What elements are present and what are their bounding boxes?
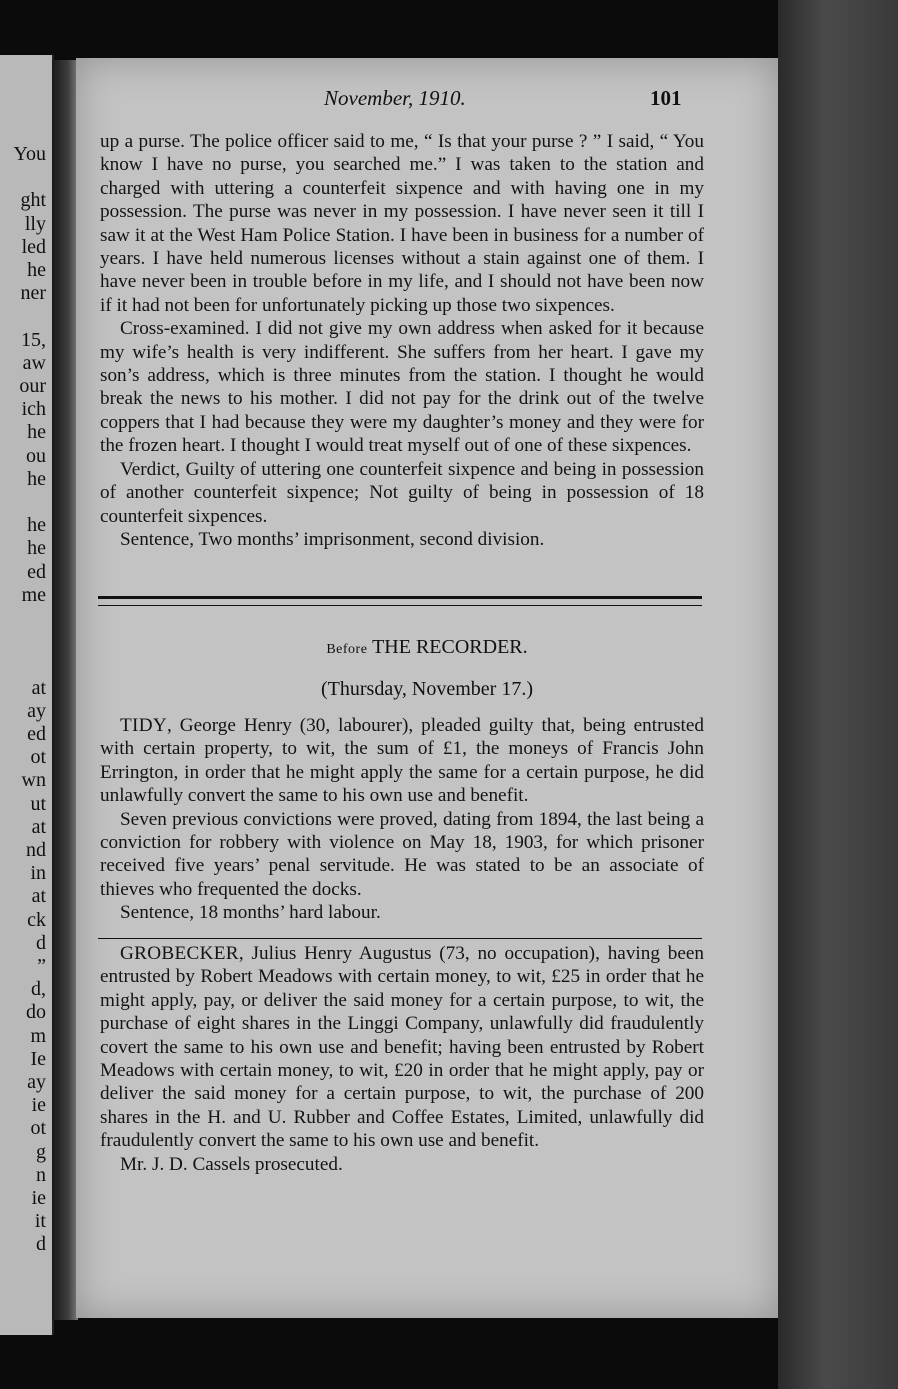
facing-page-fragment: he <box>27 537 46 560</box>
paragraph-sentence: Sentence, Two months’ imprisonment, second division. <box>120 528 545 550</box>
facing-page-fragment: at <box>31 885 46 908</box>
paragraph-testimony: up a purse. The police officer said to me, “ Is that your purse ? ” I said, “ You know I have no purse, you searched me.” I was taken to the station and charged with uttering a counterfeit sixpence and with having one in my possession. The purse was never in my possession. I have never seen it till I saw it at the West Ham Police Station. I have been in business for a number of years. I have held numerous licenses without a stain against one of them. I have never been in trouble before in my life, and I should not have been now if it had not been for unfortunately picking up those two sixpences. <box>100 131 704 316</box>
facing-page-fragment: in <box>30 862 46 885</box>
facing-page-fragment: d, <box>31 978 46 1001</box>
facing-page-fragment: ot <box>30 1117 46 1140</box>
facing-page-fragment: 15, <box>21 328 46 351</box>
right-background <box>778 0 898 1389</box>
facing-page-fragment: d <box>36 1233 46 1256</box>
facing-page-fragment: wn <box>21 769 46 792</box>
grobecker-charge: , Julius Henry Augustus (73, no occupation), having been entrusted by Robert Meadows with certain money, to wit, £25 in order that he might apply, pay, or deliver the said money for a certain purpose, to wit, the purchase of eight shares in the Linggi Company, unlawfully did fraudulently covert the same to his own use and benefit; having been entrusted by Robert Meadows with certain money, to wit, £20 in order that he might apply, pay or deliver the said money for a certain purpose, to wit, the purchase of 200 shares in the H. and U. Rubber and Coffee Estates, Limited, unlawfully did fraudulently convert the same to his own use and benefit. <box>100 943 704 1152</box>
facing-page-fragment: ot <box>30 746 46 769</box>
facing-page-fragment: Ie <box>30 1047 46 1070</box>
section-heading <box>76 636 778 659</box>
facing-page-fragment: ie <box>31 1187 46 1209</box>
facing-page-fragment: me <box>21 583 46 606</box>
section-date: (Thursday, November 17.) <box>321 678 533 700</box>
tidy-convictions: Seven previous convictions were proved, dating from 1894, the last being a conviction for robbery with violence on May 18, 1903, for which prisoner received five years’ penal servitude. He was stated to be an associate of thieves who frequented the docks. <box>100 808 704 900</box>
facing-page-fragment: ed <box>27 723 46 745</box>
section-divider <box>98 596 702 606</box>
facing-page-fragment: ght <box>20 189 46 212</box>
facing-page-fragment: ou <box>26 444 46 467</box>
facing-page-fragment: at <box>31 676 46 699</box>
facing-page-fragment: lly <box>24 212 46 235</box>
facing-page-fragment: ay <box>27 699 46 722</box>
facing-page-fragment: ed <box>27 560 46 583</box>
defendant-name-grobecker: GROBECKER <box>120 943 239 964</box>
facing-page-fragment: he <box>27 259 46 281</box>
facing-page-fragment: ut <box>30 792 46 815</box>
tidy-charge: , George Henry (30, labourer), pleaded guilty that, being entrusted with certain property, to wit, the sum of £1, the moneys of Francis John Errington, in order that he might apply the same for a certain purpose, he did unlawfully convert the same to his own use and benefit. <box>100 715 704 807</box>
facing-page-fragment: ner <box>20 282 46 305</box>
grobecker-prosecution: Mr. J. D. Cassels prosecuted. <box>120 1153 343 1175</box>
facing-page-fragment: do <box>26 1001 46 1024</box>
book-page <box>76 58 778 1318</box>
heading-before: Before <box>326 642 368 657</box>
facing-page-fragment: You <box>13 143 46 165</box>
heading-recorder: THE RECORDER. <box>372 636 528 658</box>
facing-page-fragment: ie <box>31 1094 46 1117</box>
facing-page-fragment: ich <box>21 398 46 421</box>
binding-gutter <box>52 60 78 1320</box>
paragraph-cross-examined: Cross-examined. I did not give my own address when asked for it because my wife’s health is very indifferent. She suffers from her heart. I gave my son’s address, which is three minutes from the station. I thought he would break the news to his mother. I did not pay for the drink out of the twelve coppers that I had because they were my daughter’s money and they were for the frozen heart. I thought I would treat myself out of one of these sixpences. <box>100 318 704 457</box>
defendant-name-tidy: TIDY <box>120 715 168 736</box>
facing-page-fragment: ay <box>27 1071 46 1093</box>
facing-page-fragment: he <box>27 467 46 490</box>
facing-page-fragment: g <box>36 1140 46 1163</box>
paragraph-verdict: Verdict, Guilty of uttering one counterfeit sixpence and being in possession of another counterfeit sixpence; Not guilty of being in possession of 18 counterfeit sixpences. <box>100 458 704 527</box>
facing-page-fragment: nd <box>26 839 46 861</box>
facing-page-edge <box>0 55 54 1335</box>
case-divider <box>98 938 702 939</box>
facing-page-fragment: our <box>19 375 46 397</box>
facing-page-fragment: ck <box>27 908 46 931</box>
facing-page-fragment: he <box>27 514 46 537</box>
facing-page-fragment: he <box>27 421 46 444</box>
tidy-case <box>100 714 704 925</box>
facing-page-fragment: m <box>30 1024 46 1047</box>
facing-page-fragment: d <box>36 931 46 954</box>
page-number: 101 <box>650 86 682 110</box>
facing-page-fragment: led <box>21 235 46 258</box>
facing-page-fragment: n <box>36 1163 46 1186</box>
facing-page-fragment: it <box>34 1210 46 1233</box>
top-section <box>100 130 704 551</box>
grobecker-case <box>100 942 704 1176</box>
facing-page-fragment: ” <box>37 955 46 977</box>
tidy-sentence: Sentence, 18 months’ hard labour. <box>120 902 381 924</box>
header-date: November, 1910. <box>324 86 466 110</box>
facing-page-fragment: at <box>31 815 46 838</box>
facing-page-fragment: aw <box>22 351 46 374</box>
